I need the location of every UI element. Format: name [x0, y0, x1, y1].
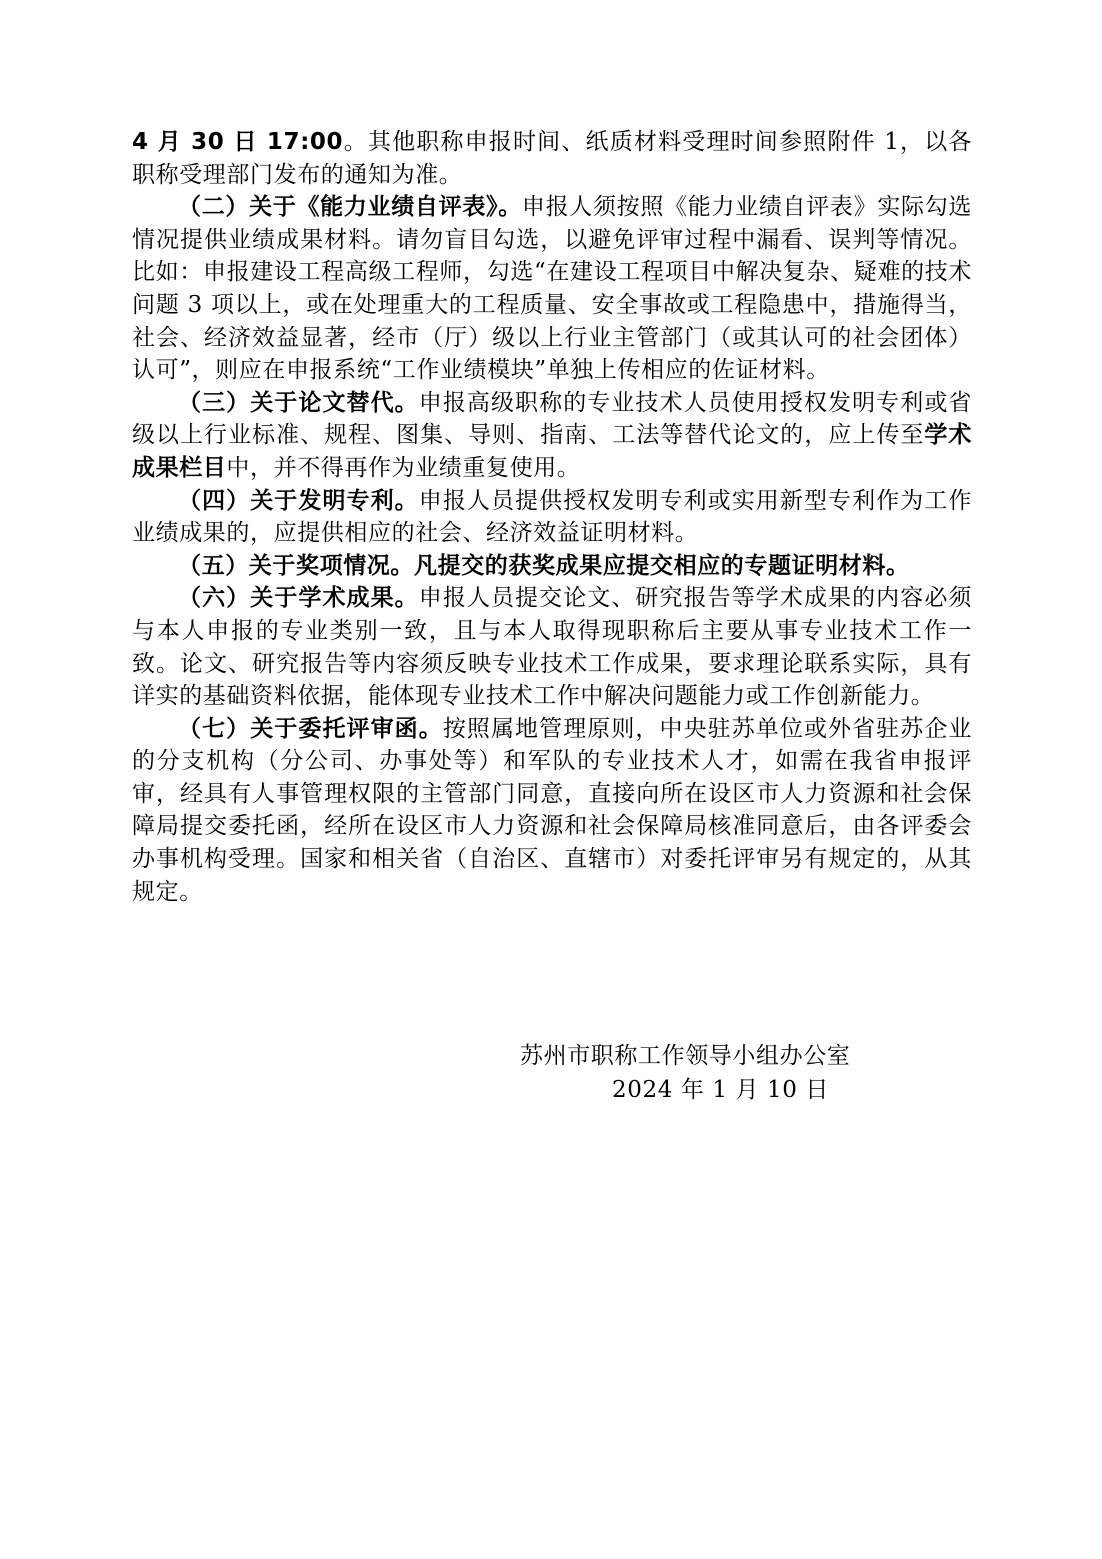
- section-3-heading: （三）关于论文替代。: [178, 389, 419, 416]
- signature-date: 2024 年 1 月 10 日: [612, 1077, 829, 1103]
- section-5-paragraph: [132, 550, 972, 583]
- intro-text: 。其他职称申报时间、纸质材料受理时间参照附件 1，以各职称受理部门发布的通知为准。: [132, 129, 972, 188]
- section-2-heading: （二）关于《能力业绩自评表》。: [178, 194, 522, 221]
- intro-paragraph: [132, 126, 972, 191]
- section-7-heading: （七）关于委托评审函。: [178, 715, 443, 742]
- section-4-paragraph: [132, 485, 972, 550]
- section-4-body: 申报人员提供授权发明专利或实用新型专利作为工作业绩成果的，应提供相应的社会、经济效益证明材料。: [132, 487, 972, 547]
- document-page: [132, 126, 972, 1103]
- section-3-body-end: 中，并不得再作为业绩重复使用。: [226, 454, 581, 481]
- signature-organization: 苏州市职称工作领导小组办公室: [520, 1043, 851, 1069]
- section-3-paragraph: [132, 387, 972, 485]
- section-4-heading: （四）关于发明专利。: [178, 487, 419, 514]
- intro-deadline: 4 月 30 日 17:00: [132, 129, 344, 155]
- section-5-heading: （五）关于奖项情况。凡提交的获奖成果应提交相应的专题证明材料。: [178, 552, 910, 579]
- section-2-paragraph: [132, 191, 972, 387]
- section-2-body: 申报人须按照《能力业绩自评表》实际勾选情况提供业绩成果材料。请勿盲目勾选，以避免评审过程中漏看、误判等情况。比如：申报建设工程高级工程师，勾选“在建设工程项目中解决复杂、疑难的技术问题 3 项以上，或在处理重大的工程质量、安全事故或工程隐患中，措施得当，社会、经济效益显著，经市（厅）级以上行业主管部门（或其认可的社会团体）认可”，则应在申报系统“工作业绩模块”单独上传相应的佐证材料。: [132, 194, 972, 384]
- section-6-heading: （六）关于学术成果。: [178, 585, 419, 612]
- section-6-paragraph: [132, 582, 972, 712]
- section-3-body: 申报高级职称的专业技术人员使用授权发明专利或省级以上行业标准、规程、图集、导则、指南、工法等替代论文的，应上传至: [132, 389, 972, 449]
- section-7-paragraph: [132, 713, 972, 909]
- section-3-emphasis: 学术成果栏目: [132, 422, 972, 481]
- section-7-body: 按照属地管理原则，中央驻苏单位或外省驻苏企业的分支机构（分公司、办事处等）和军队的专业技术人才，如需在我省申报评审，经具有人事管理权限的主管部门同意，直接向所在设区市人力资源和社会保障局提交委托函，经所在设区市人力资源和社会保障局核准同意后，由各评委会办事机构受理。国家和相关省（自治区、直辖市）对委托评审另有规定的，从其规定。: [132, 715, 972, 905]
- section-6-body: 申报人员提交论文、研究报告等学术成果的内容必须与本人申报的专业类别一致，且与本人取得现职称后主要从事专业技术工作一致。论文、研究报告等内容须反映专业技术工作成果，要求理论联系实际，具有详实的基础资料依据，能体现专业技术工作中解决问题能力或工作创新能力。: [132, 585, 972, 710]
